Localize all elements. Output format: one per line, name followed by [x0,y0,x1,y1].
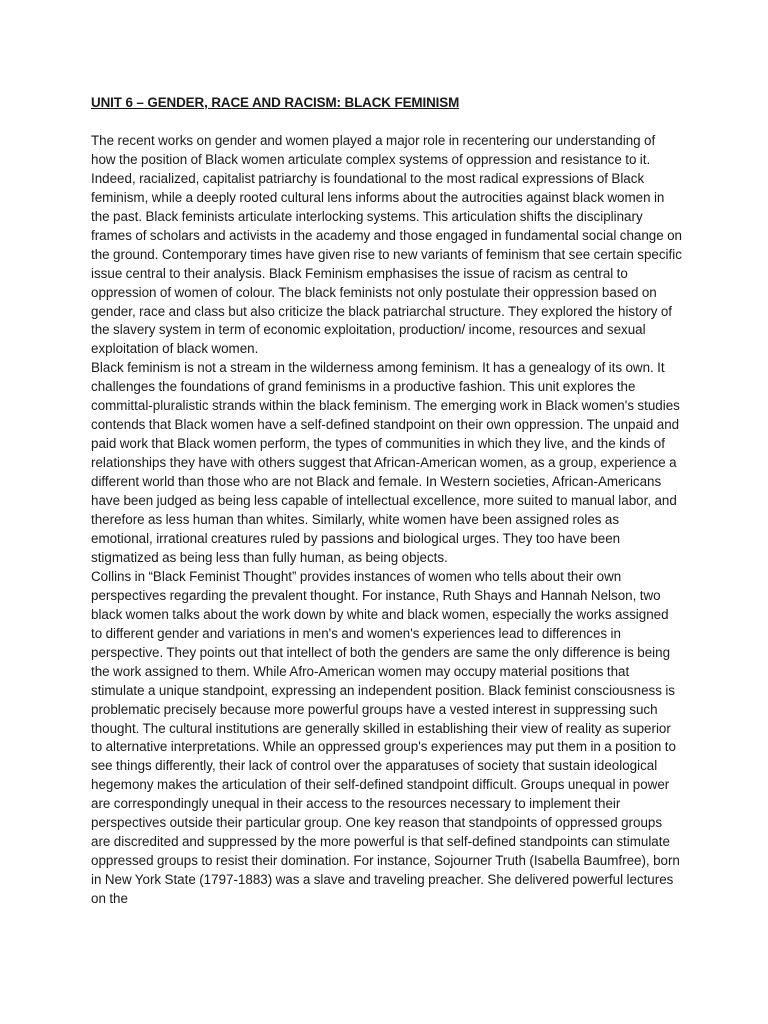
paragraph-2: Black feminism is not a stream in the wilderness among feminism. It has a genealogy of its own. It challenges the foundations of grand feminisms in a productive fashion. This unit explores the committal-pluralistic strands within the black feminism. The emerging work in Black women's studies contends that Black women have a self-defined standpoint on their own oppression. The unpaid and paid work that Black women perform, the types of communities in which they live, and the kinds of relationships they have with others suggest that African-American women, as a group, experience a different world than those who are not Black and female. In Western societies, African-Americans have been judged as being less capable of intellectual excellence, more suited to manual labor, and therefore as less human than whites. Similarly, white women have been assigned roles as emotional, irrational creatures ruled by passions and biological urges. They too have been stigmatized as being less than fully human, as being objects. [91,360,680,565]
paragraph-3: Collins in “Black Feminist Thought” provides instances of women who tells about their own perspectives regarding the prevalent thought. For instance, Ruth Shays and Hannah Nelson, two black women talks about the work down by white and black women, especially the works assigned to different gender and variations in men's and women's experiences lead to differences in perspective. They points out that intellect of both the genders are same the only difference is being the work assigned to them. While Afro-American women may occupy material positions that stimulate a unique standpoint, expressing an independent position. Black feminist consciousness is problematic precisely because more powerful groups have a vested interest in suppressing such thought. The cultural institutions are generally skilled in establishing their view of reality as superior to alternative interpretations. While an oppressed group's experiences may put them in a position to see things differently, their lack of control over the apparatuses of society that sustain ideological hegemony makes the articulation of their self-defined standpoint difficult. Groups unequal in power are correspondingly unequal in their access to the resources necessary to implement their perspectives outside their particular group. One key reason that standpoints of oppressed groups are discredited and suppressed by the more powerful is that self-defined standpoints can stimulate oppressed groups to resist their domination. For instance, Sojourner Truth (Isabella Baumfree), born in New York State (1797-1883) was a slave and traveling preacher. She delivered powerful lectures on the [91,568,680,907]
paragraph-1: The recent works on gender and women played a major role in recentering our understanding of how the position of Black women articulate complex systems of oppression and resistance to it. Indeed, racialized, capitalist patriarchy is foundational to the most radical expressions of Black feminism, while a deeply rooted cultural lens informs about the autrocities against black women in the past. Black feminists articulate interlocking systems. This articulation shifts the disciplinary frames of scholars and activists in the academy and those engaged in fundamental social change on the ground. Contemporary times have given rise to new variants of feminism that see certain specific issue central to their analysis. Black Feminism emphasises the issue of racism as central to oppression of women of colour. The black feminists not only postulate their oppression based on gender, race and class but also criticize the black patriarchal structure. They explored the history of the slavery system in term of economic exploitation, production/ income, resources and sexual exploitation of black women. [91,132,683,357]
unit-title: UNIT 6 – GENDER, RACE AND RACISM: BLACK FEMINISM [91,95,460,110]
document-body [91,94,683,909]
